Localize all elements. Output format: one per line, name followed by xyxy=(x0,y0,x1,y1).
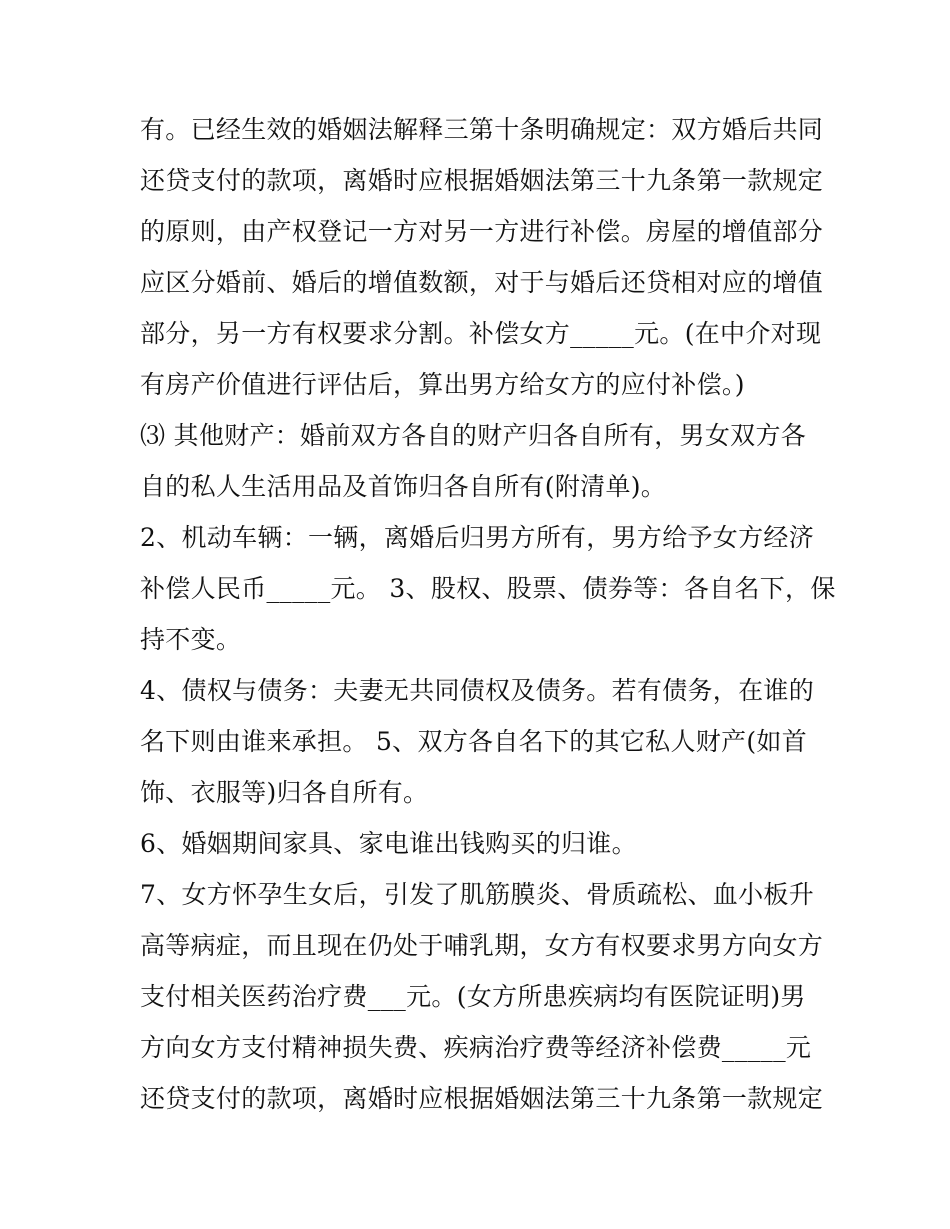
text-line: 高等病症，而且现在仍处于哺乳期，女方有权要求男方向女方 xyxy=(140,931,824,960)
text-line: 有房产价值进行评估后，算出男方给女方的应付补偿。) xyxy=(140,370,745,399)
text-line: 2、机动车辆：一辆，离婚后归男方所有，男方给予女方经济 xyxy=(140,523,815,552)
text-line: 应区分婚前、婚后的增值数额，对于与婚后还贷相对应的增值 xyxy=(140,268,824,297)
text-line: 自的私人生活用品及首饰归各自所有(附清单)。 xyxy=(140,472,667,501)
text-line: 6、婚姻期间家具、家电谁出钱购买的归谁。 xyxy=(140,829,637,858)
text-line: 4、债权与债务：夫妻无共同债权及债务。若有债务，在谁的 xyxy=(140,676,815,705)
text-line: 饰、衣服等)归各自所有。 xyxy=(140,778,429,807)
text-line: 的原则，由产权登记一方对另一方进行补偿。房屋的增值部分 xyxy=(140,217,824,246)
text-line: 补偿人民币_____元。 3、股权、股票、债券等：各自名下，保 xyxy=(140,574,836,603)
text-line: 方向女方支付精神损失费、疾病治疗费等经济补偿费_____元 xyxy=(140,1033,812,1062)
text-line: 7、女方怀孕生女后，引发了肌筋膜炎、骨质疏松、血小板升 xyxy=(140,880,815,909)
text-line: ⑶ 其他财产：婚前双方各自的财产归各自所有，男女双方各 xyxy=(140,421,807,450)
text-line: 支付相关医药治疗费___元。(女方所患疾病均有医院证明)男 xyxy=(140,982,806,1011)
text-line: 有。已经生效的婚姻法解释三第十条明确规定：双方婚后共同 xyxy=(140,115,824,144)
text-line: 还贷支付的款项，离婚时应根据婚姻法第三十九条第一款规定 xyxy=(140,166,824,195)
text-line: 持不变。 xyxy=(140,625,242,654)
document-body xyxy=(140,104,836,1124)
text-line: 还贷支付的款项，离婚时应根据婚姻法第三十九条第一款规定 xyxy=(140,1084,824,1113)
text-line: 名下则由谁来承担。 5、双方各自名下的其它私人财产(如首 xyxy=(140,727,808,756)
text-line: 部分，另一方有权要求分割。补偿女方_____元。(在中介对现 xyxy=(140,319,822,348)
